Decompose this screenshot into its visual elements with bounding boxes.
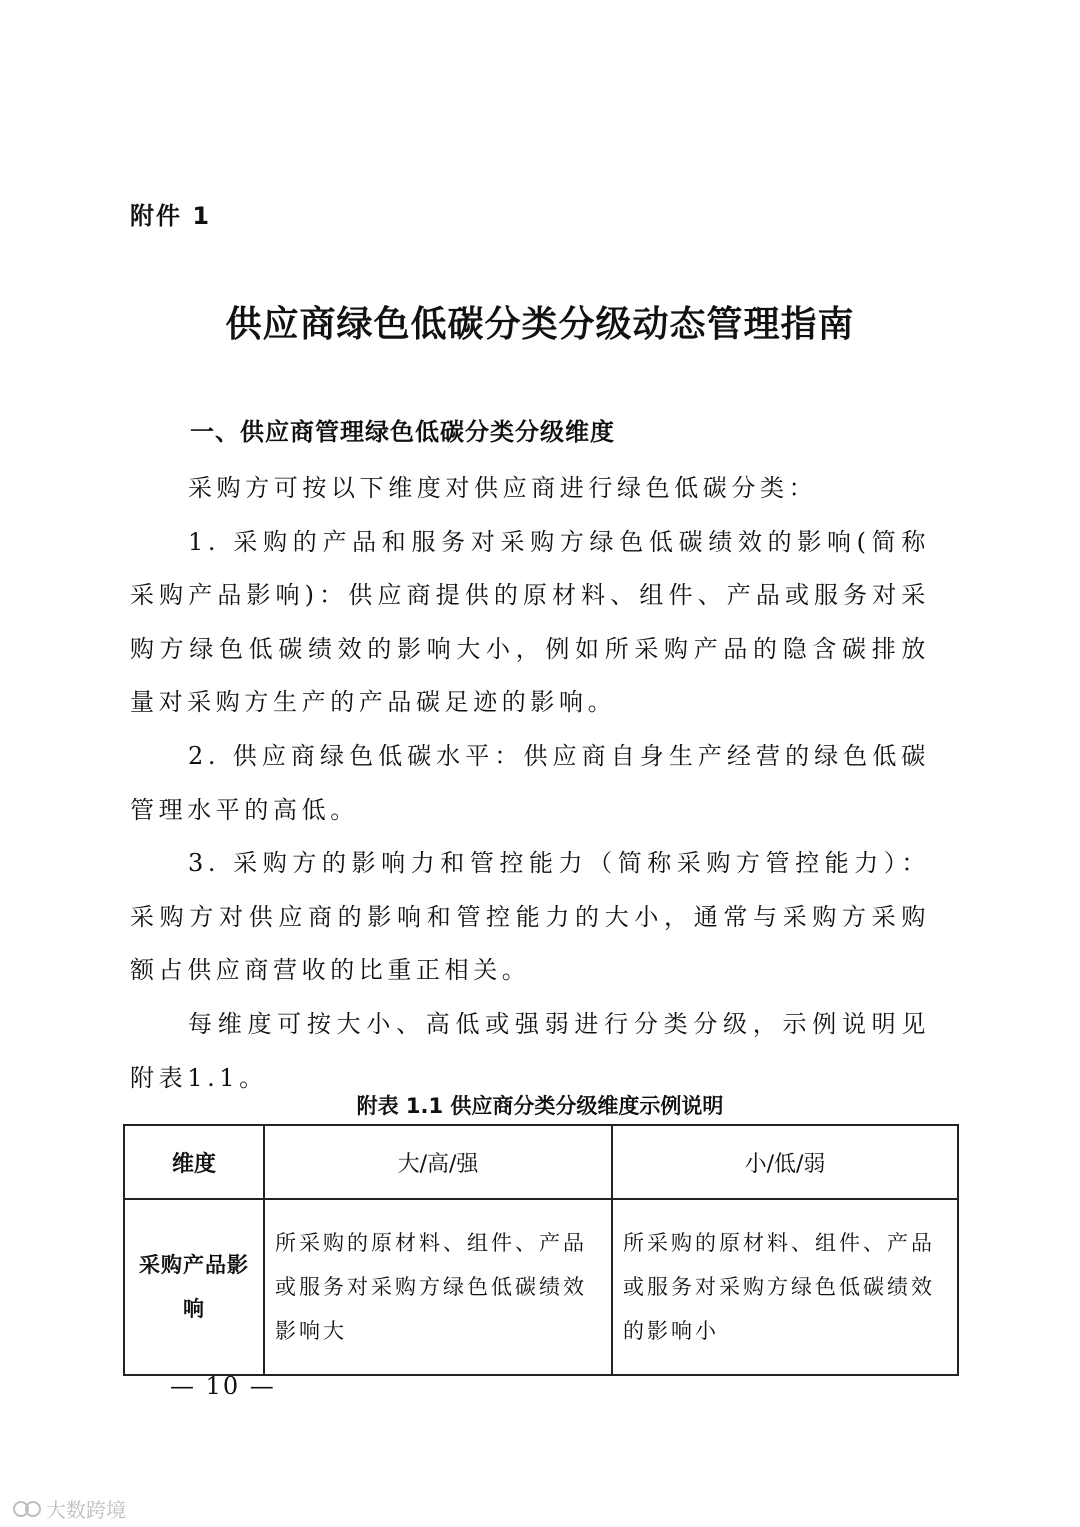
cell-low: 所采购的原材料、组件、产品或服务对采购方绿色低碳绩效的影响小: [612, 1199, 958, 1375]
header-dimension: 维度: [124, 1125, 264, 1199]
body-text: [130, 462, 930, 1105]
watermark-logo-icon: [12, 1499, 42, 1519]
paragraph-dimension-3: 3. 采购方的影响力和管控能力（简称采购方管控能力）：采购方对供应商的影响和管控能力的大小，通常与采购方采购额占供应商营收的比重正相关。: [130, 849, 930, 985]
attachment-label: 附件 1: [130, 202, 212, 230]
watermark: [12, 1494, 126, 1523]
table-header-row: [124, 1125, 958, 1199]
page-title: 供应商绿色低碳分类分级动态管理指南: [225, 304, 855, 345]
table-caption: 附表 1.1 供应商分类分级维度示例说明: [356, 1094, 724, 1118]
header-high: 大/高/强: [264, 1125, 612, 1199]
watermark-text: 大数跨境: [46, 1498, 126, 1522]
paragraph-dimension-1: 1. 采购的产品和服务对采购方绿色低碳绩效的影响(简称采购产品影响)：供应商提供的原材料、组件、产品或服务对采购方绿色低碳绩效的影响大小，例如所采购产品的隐含碳排放量对采购方生产的产品碳足迹的影响。: [130, 527, 930, 717]
dimension-table: [123, 1124, 959, 1376]
cell-dimension: 采购产品影响: [124, 1199, 264, 1375]
table-row: [124, 1199, 958, 1375]
paragraph-summary: 每维度可按大小、高低或强弱进行分类分级，示例说明见附表1.1。: [130, 1009, 930, 1092]
paragraph-intro: 采购方可按以下维度对供应商进行绿色低碳分类：: [188, 474, 818, 502]
cell-high: 所采购的原材料、组件、产品或服务对采购方绿色低碳绩效影响大: [264, 1199, 612, 1375]
page-number: — 10 —: [170, 1372, 276, 1400]
section-heading: 一、供应商管理绿色低碳分类分级维度: [190, 418, 615, 446]
paragraph-dimension-2: 2. 供应商绿色低碳水平：供应商自身生产经营的绿色低碳管理水平的高低。: [130, 741, 930, 824]
header-low: 小/低/弱: [612, 1125, 958, 1199]
